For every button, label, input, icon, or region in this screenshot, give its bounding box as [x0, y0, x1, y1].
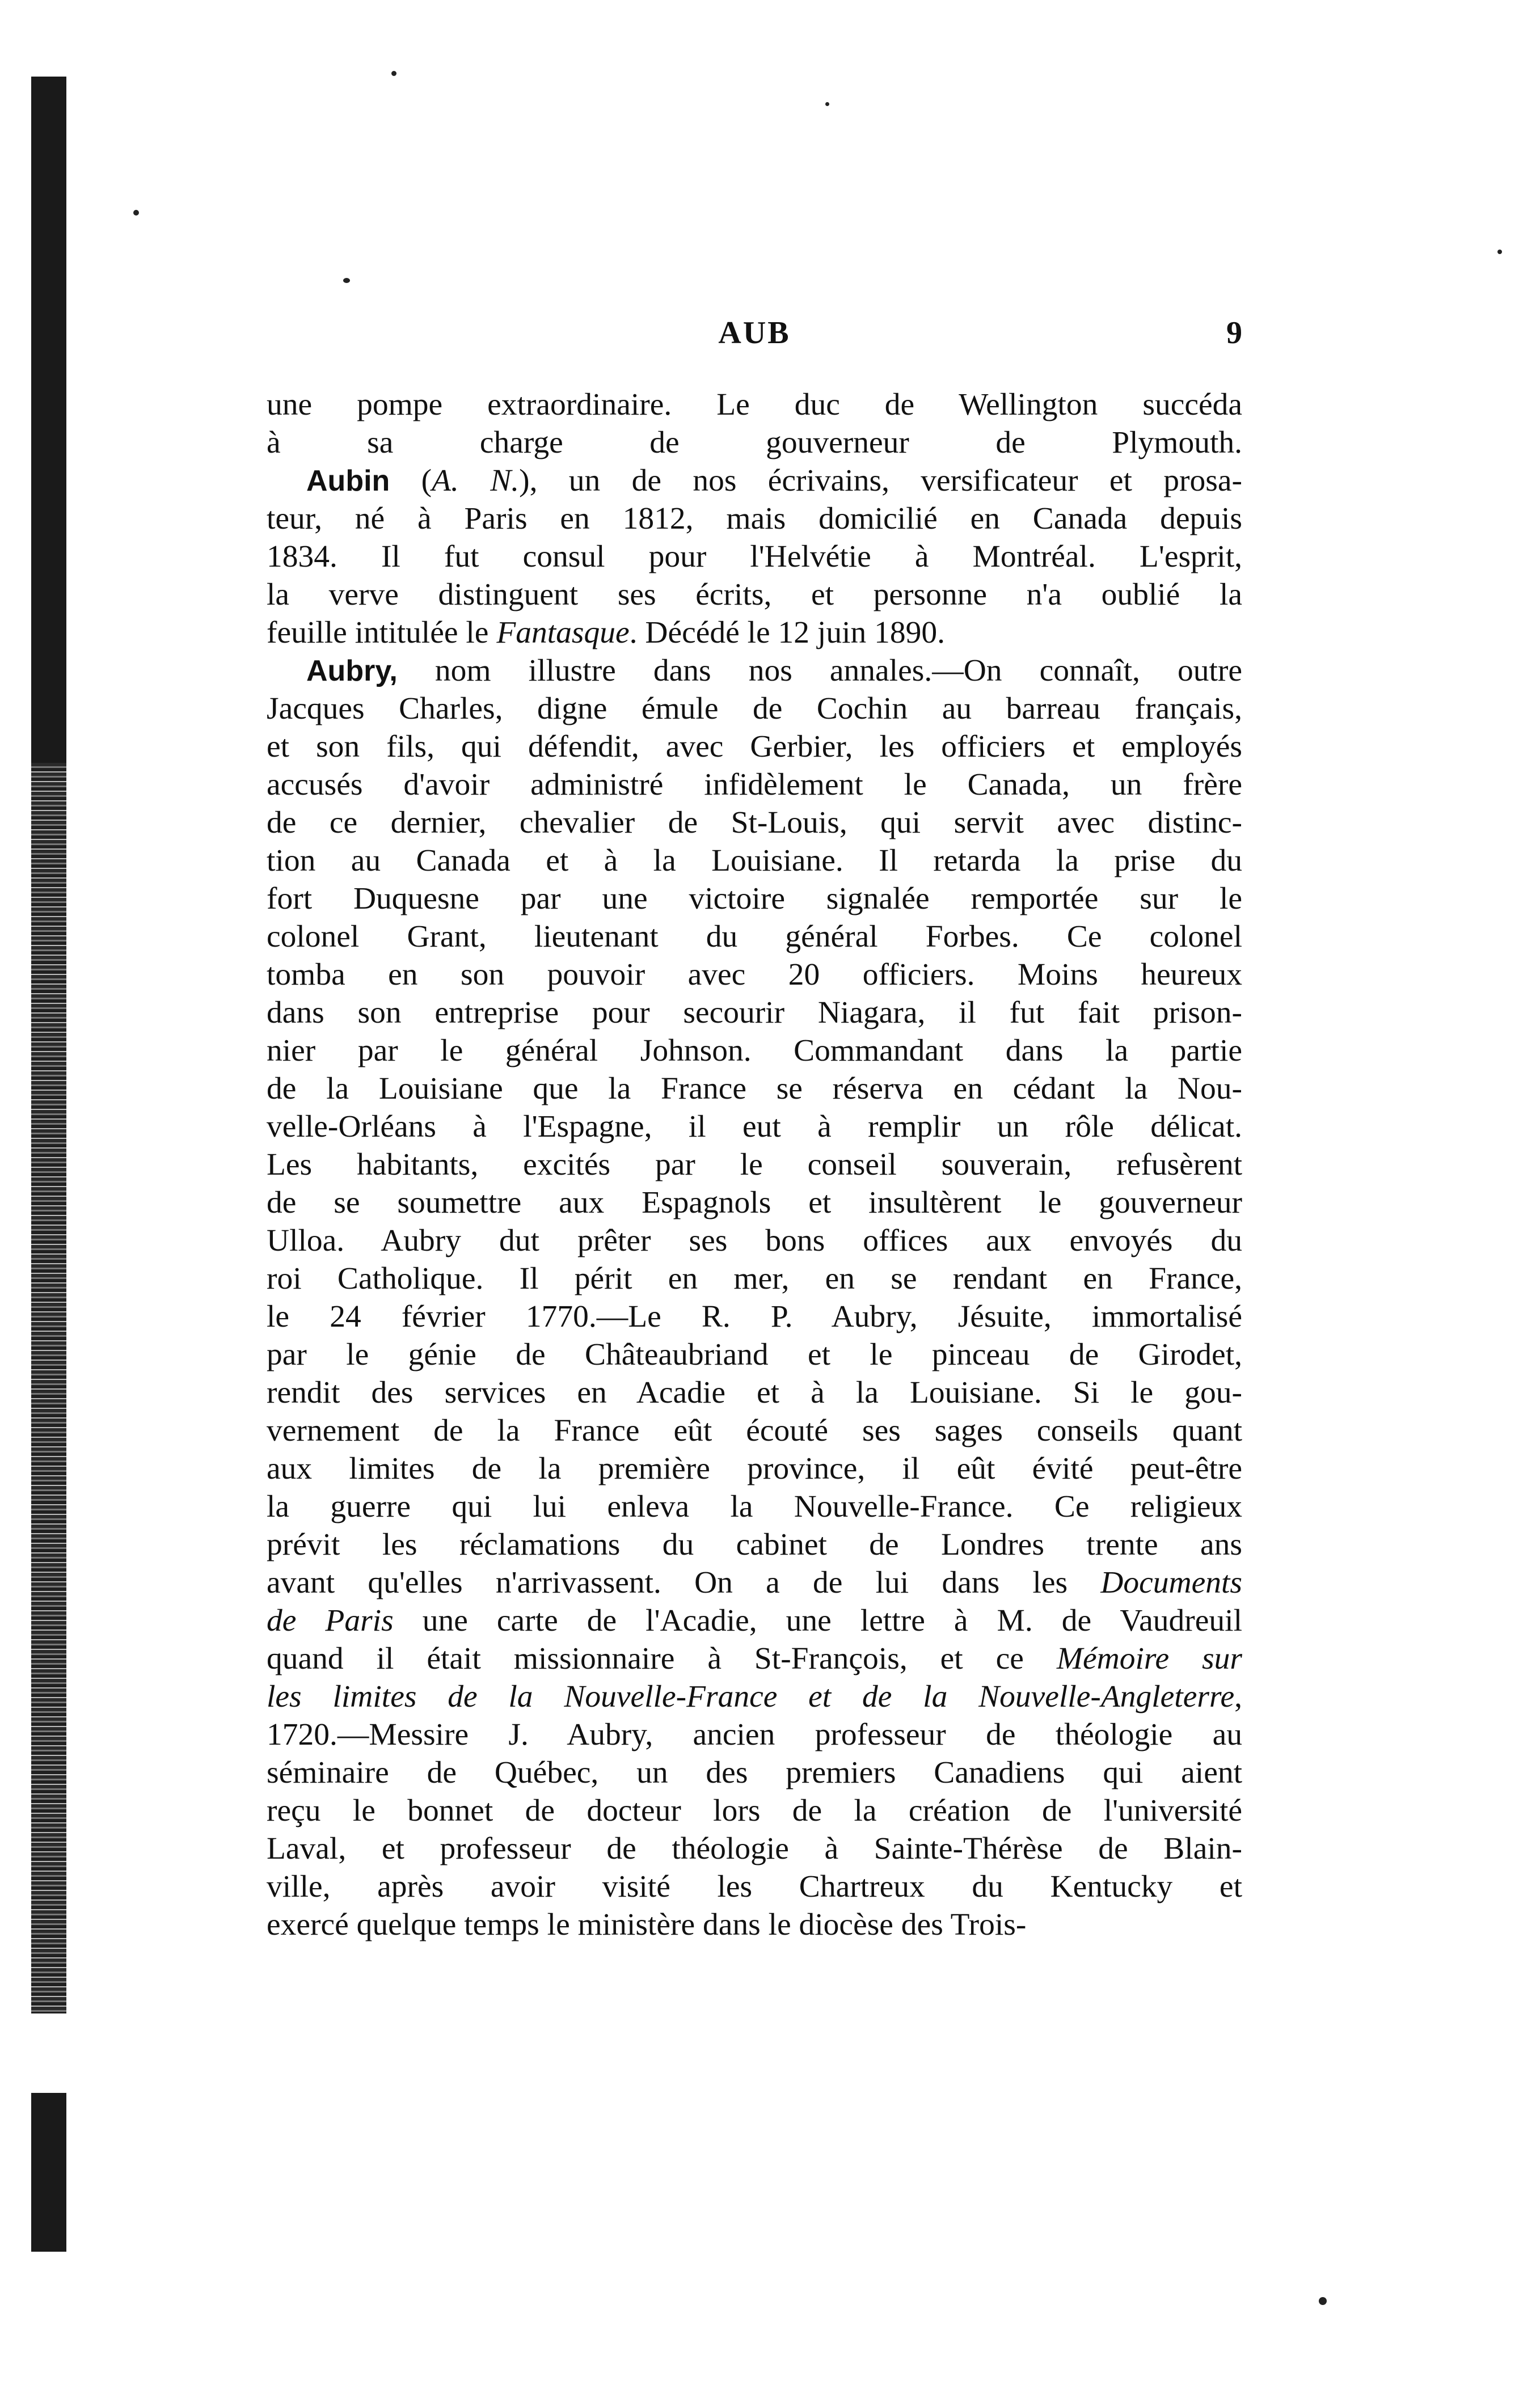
- text-line: Jacques Charles, digne émule de Cochin au barreau français,: [267, 691, 1242, 726]
- text-run: avant qu'elles n'arrivassent. On a de lui dans les: [267, 1565, 1101, 1600]
- text-run: nom illustre dans nos annales.—On connaît, outre: [397, 653, 1242, 688]
- text-line: [267, 1602, 1242, 1640]
- text-line: exercé quelque temps le ministère dans le diocèse des Trois-: [267, 1907, 1027, 1942]
- text-run: quand il était missionnaire à St-François, et ce: [267, 1641, 1057, 1676]
- text-line: par le génie de Châteaubriand et le pinceau de Girodet,: [267, 1337, 1242, 1372]
- italic-text: les limites de la Nouvelle-France et de la Nouvelle-Angleterre: [267, 1679, 1235, 1714]
- page-header: [267, 315, 1242, 360]
- text-run: (: [390, 463, 432, 498]
- text-line: colonel Grant, lieutenant du général Forbes. Ce colonel: [267, 919, 1242, 954]
- text-line: et son fils, qui défendit, avec Gerbier, les officiers et employés: [267, 729, 1242, 764]
- text-line: Ulloa. Aubry dut prêter ses bons offices aux envoyés du: [267, 1223, 1242, 1258]
- scan-edge-artifact: [31, 763, 66, 2013]
- text-line: dans son entreprise pour secourir Niagara, il fut fait prison-: [267, 995, 1242, 1030]
- scan-speck: [343, 278, 350, 283]
- text-line: fort Duquesne par une victoire signalée remportée sur le: [267, 881, 1242, 916]
- italic-text: A. N.: [432, 463, 520, 498]
- text-run: une carte de l'Acadie, une lettre à M. de Vaudreuil: [393, 1603, 1242, 1638]
- scan-edge-artifact: [31, 2093, 66, 2252]
- body-text: [267, 386, 1242, 1944]
- text-line: [267, 1640, 1242, 1678]
- text-line: [267, 652, 1242, 690]
- scan-speck: [1319, 2297, 1327, 2305]
- text-line: [267, 1678, 1242, 1716]
- italic-text: Mémoire sur: [1056, 1641, 1242, 1676]
- text-line: reçu le bonnet de docteur lors de la création de l'université: [267, 1793, 1242, 1828]
- text-line: à sa charge de gouverneur de Plymouth.: [267, 425, 1242, 460]
- text-line: tion au Canada et à la Louisiane. Il retarda la prise du: [267, 843, 1242, 878]
- italic-text: Fantasque: [496, 615, 630, 650]
- text-line: Les habitants, excités par le conseil souverain, refusèrent: [267, 1147, 1242, 1182]
- running-head: AUB: [718, 315, 791, 351]
- text-line: accusés d'avoir administré infidèlement le Canada, un frère: [267, 767, 1242, 802]
- text-line: [267, 462, 1242, 500]
- text-line: aux limites de la première province, il eût évité peut-être: [267, 1451, 1242, 1486]
- text-run: ,: [1234, 1679, 1242, 1714]
- text-line: le 24 février 1770.—Le R. P. Aubry, Jésuite, immortalisé: [267, 1299, 1242, 1334]
- text-line: séminaire de Québec, un des premiers Canadiens qui aient: [267, 1755, 1242, 1790]
- text-run: . Décédé le 12 juin 1890.: [629, 615, 946, 650]
- text-line: Laval, et professeur de théologie à Sainte-Thérèse de Blain-: [267, 1831, 1242, 1866]
- text-line: tomba en son pouvoir avec 20 officiers. Moins heureux: [267, 957, 1242, 992]
- text-line: roi Catholique. Il périt en mer, en se rendant en France,: [267, 1261, 1242, 1296]
- text-line: ville, après avoir visité les Chartreux du Kentucky et: [267, 1869, 1242, 1904]
- italic-text: Documents: [1100, 1565, 1242, 1600]
- text-line: de se soumettre aux Espagnols et insultèrent le gouverneur: [267, 1185, 1242, 1220]
- text-line: nier par le général Johnson. Commandant dans la partie: [267, 1033, 1242, 1068]
- text-line: velle-Orléans à l'Espagne, il eut à remplir un rôle délicat.: [267, 1109, 1242, 1144]
- text-line: teur, né à Paris en 1812, mais domicilié en Canada depuis: [267, 501, 1242, 536]
- text-line: de ce dernier, chevalier de St-Louis, qui servit avec distinc-: [267, 805, 1242, 840]
- text-run: ), un de nos écrivains, versificateur et prosa-: [519, 463, 1242, 498]
- page-number: 9: [1226, 315, 1242, 351]
- text-line: [267, 1564, 1242, 1602]
- text-line: [267, 614, 1242, 652]
- entry-heading: Aubry,: [306, 655, 398, 687]
- entry-heading: Aubin: [306, 465, 390, 497]
- text-run: feuille intitulée le: [267, 615, 497, 650]
- text-line: la guerre qui lui enleva la Nouvelle-France. Ce religieux: [267, 1489, 1242, 1524]
- text-line: prévit les réclamations du cabinet de Londres trente ans: [267, 1527, 1242, 1562]
- text-line: rendit des services en Acadie et à la Louisiane. Si le gou-: [267, 1375, 1242, 1410]
- scan-speck: [825, 102, 829, 106]
- text-line: la verve distinguent ses écrits, et personne n'a oublié la: [267, 577, 1242, 612]
- scan-speck: [1497, 250, 1502, 254]
- text-line: une pompe extraordinaire. Le duc de Wellington succéda: [267, 387, 1242, 422]
- scan-speck: [391, 71, 396, 76]
- italic-text: de Paris: [267, 1603, 394, 1638]
- scan-speck: [133, 210, 139, 216]
- text-line: de la Louisiane que la France se réserva en cédant la Nou-: [267, 1071, 1242, 1106]
- scan-edge-artifact: [31, 77, 66, 763]
- text-line: vernement de la France eût écouté ses sages conseils quant: [267, 1413, 1242, 1448]
- text-line: 1834. Il fut consul pour l'Helvétie à Montréal. L'esprit,: [267, 539, 1242, 574]
- text-line: 1720.—Messire J. Aubry, ancien professeur de théologie au: [267, 1717, 1242, 1752]
